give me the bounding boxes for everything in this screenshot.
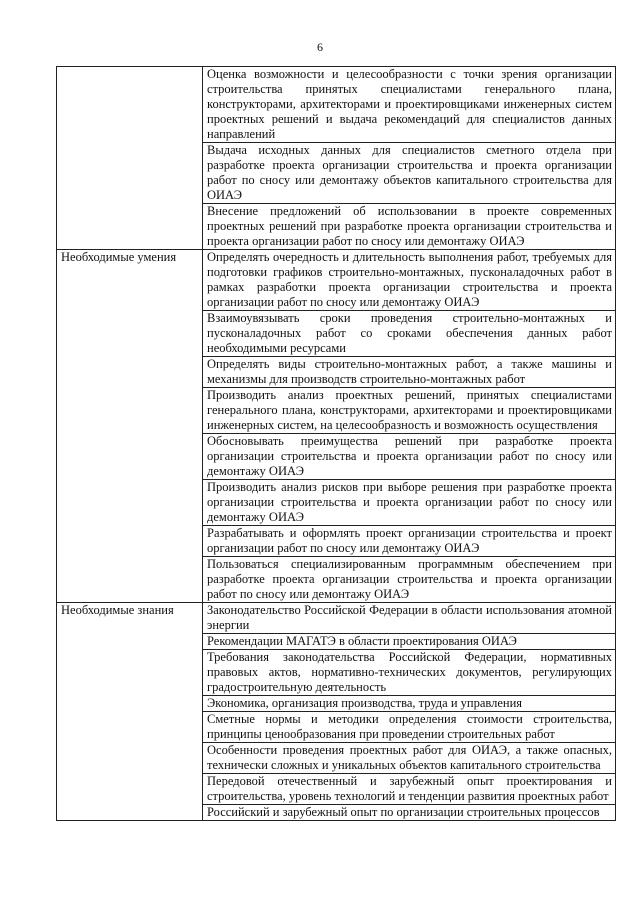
table-row (57, 603, 616, 634)
row-text: Законодательство Российской Федерации в области использования атомной энергии (203, 603, 616, 634)
row-text: Рекомендации МАГАТЭ в области проектирования ОИАЭ (203, 634, 616, 650)
row-text: Определять очередность и длительность выполнения работ, требуемых для подготовки графиков строительно-монтажных, пусконаладочных работ в рамках разработки проекта организации строительства и проекта организации работ по сносу или демонтажу ОИАЭ (203, 250, 616, 311)
table-row (57, 67, 616, 143)
section-label-skills: Необходимые умения (57, 250, 203, 603)
row-text: Взаимоувязывать сроки проведения строительно-монтажных и пусконаладочных работ со сроками обеспечения данных работ необходимыми ресурсами (203, 311, 616, 357)
row-text: Разрабатывать и оформлять проект организации строительства и проект организации работ по сносу или демонтажу ОИАЭ (203, 526, 616, 557)
row-text: Российский и зарубежный опыт по организации строительных процессов (203, 805, 616, 821)
row-text: Экономика, организация производства, труда и управления (203, 696, 616, 712)
row-label (57, 67, 203, 250)
row-text: Пользоваться специализированным программным обеспечением при разработке проекта организации строительства и проекта организации работ по сносу или демонтажу ОИАЭ (203, 557, 616, 603)
page-number: 6 (317, 40, 323, 54)
row-text: Требования законодательства Российской Федерации, нормативных правовых актов, нормативно-технических документов, регулирующих градостроительную деятельность (203, 650, 616, 696)
row-text: Сметные нормы и методики определения стоимости строительства, принципы ценообразования при проведении строительных работ (203, 712, 616, 743)
table-row (57, 250, 616, 311)
row-text: Производить анализ проектных решений, принятых специалистами генерального плана, конструкторами, архитекторами и проектировщиками инженерных систем, на целесообразность и возможность осуществления (203, 388, 616, 434)
row-text: Обосновывать преимущества решений при разработке проекта организации строительства и проекта организации работ по сносу или демонтажу ОИАЭ (203, 434, 616, 480)
row-text: Передовой отечественный и зарубежный опыт проектирования и строительства, уровень технологий и тенденции развития проектных работ (203, 774, 616, 805)
row-text: Особенности проведения проектных работ для ОИАЭ, а также опасных, технически сложных и уникальных объектов капитального строительства (203, 743, 616, 774)
row-text: Оценка возможности и целесообразности с точки зрения организации строительства принятых специалистами генерального плана, конструкторами, архитекторами и проектировщиками инженерных систем проектных решений и выдача рекомендаций для специалистов данных направлений (203, 67, 616, 143)
row-text: Производить анализ рисков при выборе решения при разработке проекта организации строительства и проекта организации работ по сносу или демонтажу ОИАЭ (203, 480, 616, 526)
row-text: Выдача исходных данных для специалистов сметного отдела при разработке проекта организации строительства и проекта организации работ по сносу или демонтажу объектов капитального строительства для ОИАЭ (203, 143, 616, 204)
section-label-knowledge: Необходимые знания (57, 603, 203, 821)
requirements-table (56, 66, 616, 821)
row-text: Внесение предложений об использовании в проекте современных проектных решений при разработке проекта организации строительства и проекта организации работ по сносу или демонтажу ОИАЭ (203, 204, 616, 250)
row-text: Определять виды строительно-монтажных работ, а также машины и механизмы для производств строительно-монтажных работ (203, 357, 616, 388)
